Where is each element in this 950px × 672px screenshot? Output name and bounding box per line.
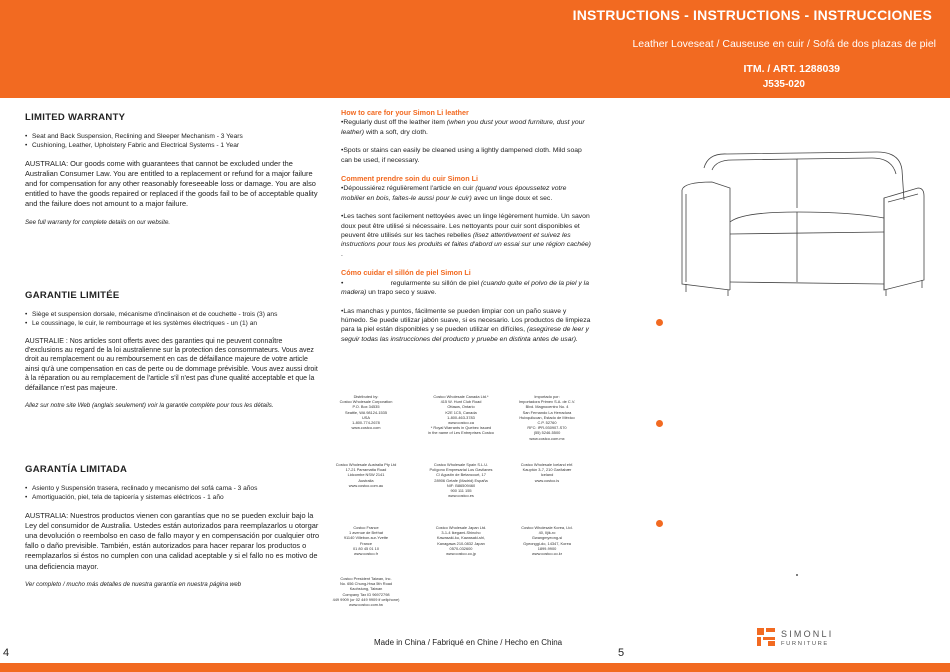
address-line: Costco Wholesale Korea, Ltd.	[521, 525, 573, 530]
warranty-french	[25, 291, 320, 411]
address-line: Iceland	[540, 472, 554, 478]
address-line: Costco Wholesale Canada Ltd.*	[433, 394, 489, 399]
address-line: Gyeonggi-do, 14347, Korea	[523, 540, 571, 546]
address-block	[326, 576, 406, 607]
address-line: Costco France	[353, 525, 379, 530]
warranty-heading-fr: GARANTIE LIMITÉE	[25, 290, 120, 301]
warranty-bullet: • Seat and Back Suspension, Reclining and Sleeper Mechanism - 3 Years	[25, 132, 320, 141]
header-divider	[0, 98, 950, 101]
address-line: 0570-032600	[449, 545, 473, 551]
warranty-bullet: • Amortiguación, piel, tela de tapicería y sistemas eléctricos - 1 año	[25, 493, 320, 502]
address-lines	[326, 576, 406, 607]
address-line: Costco Wholesale Iceland ehf.	[520, 462, 574, 467]
address-line: www.costco.fr	[354, 551, 378, 557]
care-heading-es: Cómo cuidar el sillón de piel Simon Li	[341, 268, 471, 278]
address-line: 1 avenue de Bréhat	[349, 530, 383, 536]
address-block	[421, 394, 501, 436]
warranty-body-fr: AUSTRALIE : Nos articles sont offerts avec des garanties qui ne peuvent connaître d'exclusions au regard de la loi australienne sur la protection des consommateurs. Vous avez droit au remplacement ou au remboursement en cas de défaillance majeure de votre article ainsi qu'à une compensation en cas de perte ou de dommage prévisible. Vous avez aussi droit à la réparation ou au remplacement de l'article s'il n'est pas d'une qualité acceptable et que la défaillance n'est pas majeure.	[25, 337, 318, 392]
sofa-illustration	[672, 148, 927, 298]
address-line: 40, Iljik-ro	[538, 530, 556, 536]
address-line: www.costco.es	[448, 493, 474, 499]
address-lines	[421, 462, 501, 498]
address-line: C.P. 52760	[537, 420, 557, 426]
warranty-bullet: • Siège et suspension dorsale, mécanisme d'inclinaison et de couchette - trois (3) ans	[25, 310, 320, 319]
care-text: regularmente su sillón de piel	[390, 279, 480, 287]
brand-logo	[757, 626, 857, 654]
address-line: Costco Wholesale Spain S.L.U.	[433, 462, 489, 467]
warranty-note-es: Ver completo / mucho más detalles de nuestra garantía en nuestra página web	[25, 580, 242, 588]
warranty-heading-en: LIMITED WARRANTY	[25, 112, 126, 123]
address-line: RFC: IPR-930907-S70	[527, 425, 567, 431]
address-line: 28906 Getafe (Madrid) España	[434, 477, 488, 483]
address-line: Costco Wholesale Japan Ltd.	[435, 525, 487, 530]
address-line: Kaohsiung, Taiwan	[349, 586, 383, 592]
care-instructions	[341, 108, 591, 353]
care-heading-fr: Comment prendre soin du cuir Simon Li	[341, 174, 478, 184]
address-line: www.costco.is	[534, 477, 560, 483]
warranty-note-fr: Allez sur notre site Web (anglais seulement) voir la garantie complète pour tous les détails.	[25, 402, 274, 410]
address-lines	[326, 525, 406, 556]
warranty-bullet: • Le coussinage, le cuir, le rembourrage et les systèmes électriques - un (1) an	[25, 319, 320, 328]
care-paragraph	[341, 307, 591, 345]
address-line: www.costco.com	[351, 425, 381, 431]
step-dot	[656, 319, 663, 326]
address-line: * Royal Warrants in Quebec issued	[430, 425, 492, 431]
care-text: with a soft, dry cloth.	[365, 128, 428, 136]
address-block	[326, 394, 406, 430]
address-line: Australia	[358, 477, 374, 483]
care-paragraph	[341, 279, 591, 298]
address-line: USA	[362, 414, 370, 420]
header-band	[0, 0, 950, 98]
address-line: www.costco.co.kr	[531, 551, 563, 557]
address-line: Costco President Taiwan, Inc.	[340, 576, 392, 581]
address-line: K2E 1C5, Canada	[445, 409, 477, 415]
address-block	[421, 525, 501, 556]
address-line: P.O. Box 34535	[352, 404, 380, 410]
address-line: www.costco.com.au	[348, 482, 384, 488]
footer-band	[0, 663, 950, 672]
care-text-italic: distinta antes de usar).	[509, 335, 578, 343]
care-bullet: •	[341, 279, 389, 287]
address-line: Gwangmyeong-si	[531, 535, 563, 541]
step-dot	[656, 520, 663, 527]
address-block	[507, 394, 587, 441]
brand-subtitle: FURNITURE	[781, 641, 829, 647]
care-paragraph	[341, 118, 591, 137]
made-in-label: Made in China / Fabriqué en Chine / Hecho en China	[374, 638, 563, 647]
address-line: Seattle, WA 98124-1535	[344, 409, 388, 415]
address-lines	[507, 525, 587, 556]
document-title: INSTRUCTIONS - INSTRUCTIONS - INSTRUCCIONES	[572, 7, 932, 23]
warranty-bullet: • Cushioning, Leather, Upholstery Fabric and Electrical Systems - 1 Year	[25, 141, 320, 150]
address-block	[507, 525, 587, 556]
address-line: Importado por:	[534, 394, 560, 399]
address-line: Costco Wholesale Australia Pty Ltd	[335, 462, 397, 467]
address-line: Company Tax ID 96972798	[342, 591, 390, 597]
address-line: 1899-9900	[537, 545, 557, 551]
product-subtitle: Leather Loveseat / Causeuse en cuir / Sofá de dos plazas de piel	[632, 38, 936, 50]
address-block	[421, 462, 501, 498]
mark-dot	[796, 574, 798, 576]
warranty-bullet: • Asiento y Suspensión trasera, reclinado y mecanismo del sofá cama - 3 años	[25, 484, 320, 493]
address-line: 91140 Villebon-sur-Yvette	[343, 535, 389, 541]
address-lines	[507, 462, 587, 483]
address-line: 900 111 155	[450, 488, 472, 494]
address-block	[507, 462, 587, 483]
address-line: Lidcombe NSW 2141	[347, 472, 385, 478]
address-lines	[507, 394, 587, 441]
care-text: •Les taches sont facilement nettoyées avec un linge légèrement humide. Un savon doux peut être utilisé si nécessaire. Les nettoyants pour cuir sont disponibles et peuvent être utilisés sur les taches rebelles	[341, 213, 590, 240]
brand-name: SIMONLI	[781, 629, 834, 639]
address-line: No. 656 Chung-Hwa 5th Road	[339, 581, 393, 587]
care-text: •Las manchas y puntos, fácilmente se pueden limpiar con un paño suave y húmedo. Se puede utilizar jabón suave, si es necesario. Los productos de limpieza para la piel están disponibles y se pueden utilizar en	[341, 307, 591, 334]
warranty-note-en: See full warranty for complete details on our website.	[25, 218, 171, 226]
care-text: •Regularly dust off the leather item	[341, 119, 445, 127]
care-text-italic: (cuando quite el polvo de la piel y la madera)	[341, 279, 589, 297]
address-line: Importadora Primex S.A. de C.V.	[518, 399, 576, 405]
address-line: 1-800-774-2678	[352, 420, 380, 426]
warranty-spanish	[25, 465, 320, 589]
address-line: NIF: B86509460	[446, 482, 476, 488]
address-lines	[326, 394, 406, 430]
care-heading-en: How to care for your Simon Li leather	[341, 108, 469, 117]
warranty-bullets-fr	[25, 310, 320, 328]
address-line: C/ Agustín de Betancourt, 17	[436, 472, 486, 478]
warranty-english	[25, 113, 320, 227]
care-text-italic: (lisez attentivement et suivez les instructions pour tous les produits et faites d'abord un essai sur une région cachée)	[341, 232, 591, 249]
address-line: Polígono Empresarial Los Gavilanes	[429, 467, 493, 473]
address-line: Costco Wholesale Corporation	[339, 399, 393, 405]
warranty-body-en: AUSTRALIA: Our goods come with guarantees that cannot be excluded under the Australian Consumer Law. You are entitled to a replacement or refund for a major failure and for compensation for any other reasonably foreseeable loss or damage. You are also entitled to have the goods repaired or replaced if the goods fail to be of acceptable quality and the failure does not amount to a major failure.	[25, 158, 318, 209]
care-text: .	[341, 250, 343, 258]
address-line: Kauptún 3-7, 210 Garðabær	[522, 467, 572, 473]
step-dot	[656, 420, 663, 427]
item-number: ITM. / ART. 1288039	[743, 63, 840, 75]
address-line: Kanagawa 210-0832 Japan	[437, 540, 485, 546]
warranty-bullets-en	[25, 132, 320, 150]
care-text: un trapo seco y suave.	[368, 289, 437, 297]
address-lines	[421, 525, 501, 556]
page-number-left: 4	[3, 647, 10, 659]
address-line: www.costco.com.tw	[349, 602, 383, 608]
address-line: in the name of Les Entreprises Costco	[428, 430, 494, 436]
address-line: 17-21 Parramatta Road	[345, 467, 387, 473]
care-paragraph	[341, 184, 591, 203]
care-text: difíciles,	[500, 326, 526, 334]
care-paragraph: •Spots or stains can easily be cleaned using a lightly dampened cloth. Mild soap can be used, if necessary.	[341, 147, 582, 164]
item-code: J535-020	[762, 79, 805, 90]
address-block	[326, 525, 406, 556]
address-line: Huixquilucan, Estado de México	[519, 414, 575, 420]
warranty-body-es: AUSTRALIA: Nuestros productos vienen con garantías que no se pueden excluir bajo la Ley del consumidor de Australia. Ustedes están autorizados para reemplazarlos u otorgar una devolución o reembolso en caso de fallo mayor y en compensación por cualquier otro fallo o daño previsible. También, están autorizados para hacer reparar los productos o reemplazarlos si éstos no cumplen con una calidad aceptable y si el fallo no es motivo de una deficiencia mayor.	[25, 510, 320, 571]
address-lines	[326, 462, 406, 488]
address-line: 01 80 45 01 10	[353, 545, 379, 551]
care-text-italic: (asegúrese de leer y seguir todas las instrucciones del producto y pruebe en	[341, 326, 589, 343]
address-line: Blvd. Magnocentro No. 4	[525, 404, 569, 410]
care-text: avec un linge doux et sec.	[473, 194, 553, 202]
address-line: 415 W. Hunt Club Road	[440, 399, 482, 405]
brand-mark-icon	[757, 628, 775, 646]
warranty-heading-es: GARANTÍA LIMITADA	[25, 464, 128, 475]
address-line: Distributed by:	[353, 394, 379, 399]
warranty-bullets-es	[25, 484, 320, 502]
address-line: (55) 5246-5500	[533, 430, 561, 436]
address-block	[326, 462, 406, 488]
address-line: Kawasaki-ku, Kawasaki-shi,	[436, 535, 486, 541]
care-text-italic: (when you dust your wood furniture, dust your leather)	[341, 119, 585, 136]
address-line: France	[359, 540, 373, 546]
care-text-italic: (quand vous époussetez votre mobilier en bois, faites-le aussi pour le cuir)	[341, 185, 567, 202]
address-line: www.costco.co.jp	[446, 551, 476, 557]
address-line: 1-800-463-3783	[447, 414, 475, 420]
care-paragraph	[341, 212, 591, 259]
care-text: •Dépoussiérez régulièrement l'article en cuir	[341, 185, 474, 193]
address-line: www.costco.ca	[448, 420, 474, 426]
address-lines	[421, 394, 501, 436]
address-line: www.costco.com.mx	[529, 435, 565, 441]
address-line: Ottawa, Ontario	[447, 404, 475, 410]
address-line: San Fernando La Herradura	[522, 409, 572, 415]
address-line: 449 9909 (or 02 449 9909 if cellphone)	[332, 596, 400, 602]
address-line: 3-1-4 Ikegami-Shincho	[441, 530, 481, 536]
page-number-right: 5	[618, 647, 625, 659]
